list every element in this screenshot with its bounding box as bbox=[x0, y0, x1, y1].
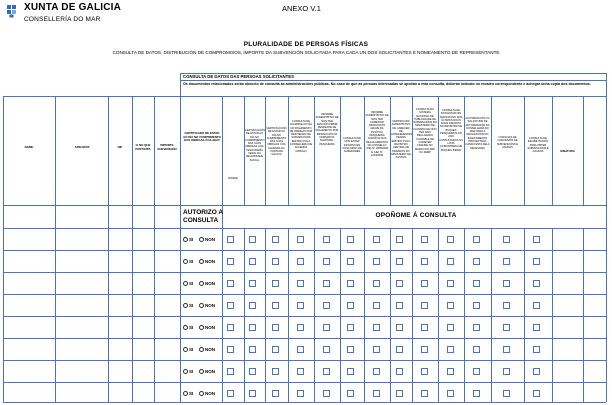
authorize-no-label: NON bbox=[205, 391, 215, 396]
oppose-checkbox-13[interactable] bbox=[533, 324, 540, 331]
authorize-yes-radio[interactable] bbox=[183, 369, 188, 374]
oppose-checkbox-10[interactable] bbox=[447, 324, 454, 331]
oppose-checkbox-10[interactable] bbox=[447, 346, 454, 353]
oppose-checkbox-8[interactable] bbox=[396, 368, 403, 375]
oppose-checkbox-4[interactable] bbox=[297, 236, 304, 243]
oppose-checkbox-3[interactable] bbox=[272, 324, 279, 331]
oppose-checkbox-1[interactable] bbox=[227, 236, 234, 243]
oppose-checkbox-4[interactable] bbox=[297, 368, 304, 375]
oppose-checkbox-5[interactable] bbox=[323, 302, 330, 309]
col-header-consult-1: DNI/NIE bbox=[228, 177, 238, 180]
oppose-checkbox-4[interactable] bbox=[297, 324, 304, 331]
page-title: PLURALIDADE DE PERSOAS FÍSICAS bbox=[243, 41, 369, 48]
oppose-checkbox-8[interactable] bbox=[396, 280, 403, 287]
authorize-yes-radio[interactable] bbox=[183, 347, 188, 352]
oppose-checkbox-11[interactable] bbox=[473, 302, 480, 309]
oppose-checkbox-9[interactable] bbox=[421, 346, 428, 353]
oppose-checkbox-5[interactable] bbox=[323, 236, 330, 243]
oppose-checkbox-8[interactable] bbox=[396, 258, 403, 265]
oppose-checkbox-7[interactable] bbox=[373, 324, 380, 331]
oppose-checkbox-8[interactable] bbox=[396, 390, 403, 397]
authorize-no-radio[interactable] bbox=[199, 369, 204, 374]
authorize-no-label: NON bbox=[205, 237, 215, 242]
oppose-checkbox-11[interactable] bbox=[473, 258, 480, 265]
oppose-checkbox-13[interactable] bbox=[533, 280, 540, 287]
col-header-consult-2: CERTIFICACIÓN DE ESTAR AO DÍA NO CUMPRIMENTO DAS SÚAS OBRIGAS COA TESOURARÍA XERAL DA SEGURIDADE SOCIAL bbox=[245, 129, 266, 162]
oppose-checkbox-10[interactable] bbox=[447, 258, 454, 265]
oppose-checkbox-3[interactable] bbox=[272, 368, 279, 375]
oppose-checkbox-4[interactable] bbox=[297, 346, 304, 353]
col-header-nif: NIF bbox=[117, 145, 123, 149]
oppose-checkbox-11[interactable] bbox=[473, 324, 480, 331]
oppose-checkbox-13[interactable] bbox=[533, 368, 540, 375]
authorize-no-radio[interactable] bbox=[199, 259, 204, 264]
oppose-checkbox-8[interactable] bbox=[396, 302, 403, 309]
authorize-yes-label: SI bbox=[189, 281, 194, 286]
authorize-no-label: NON bbox=[205, 259, 215, 264]
oppose-checkbox-13[interactable] bbox=[533, 390, 540, 397]
oppose-checkbox-4[interactable] bbox=[297, 390, 304, 397]
oppose-checkbox-12[interactable] bbox=[503, 346, 510, 353]
oppose-checkbox-1[interactable] bbox=[227, 324, 234, 331]
annex-label: ANEXO V.1 bbox=[282, 4, 321, 13]
authorize-yes-label: SI bbox=[189, 259, 194, 264]
oppose-checkbox-5[interactable] bbox=[323, 368, 330, 375]
col-header-consult-13: CONSULTA DE INHABILITACIÓN PARA OBTER SUBVENCIÓNS E AXUDAS bbox=[527, 137, 549, 154]
oppose-checkbox-12[interactable] bbox=[503, 258, 510, 265]
col-header-consult-8: CERTIFICADO ACREDITATIVO DE CARECER DE ANTECEDENTES PENAIS EMITIDO POLO REXISTRO CENTRAL DE PENADOS DO MINISTERIO DE XUSTIZA bbox=[391, 120, 413, 160]
oppose-checkbox-6[interactable] bbox=[347, 236, 354, 243]
oppose-checkbox-7[interactable] bbox=[373, 368, 380, 375]
consult-description: Os documentos relacionados serán obxecto de consulta ás administracións públicas. No caso de que as persoas interesadas se opoñan a esta consulta, deberán indicalo no recadro correspondente e achegar unha copia dos documentos. bbox=[183, 82, 591, 86]
oppose-checkbox-7[interactable] bbox=[373, 346, 380, 353]
col-header-consult-10: CONSULTA DE NON ESTAR NIN TER ESTADO NOS ÚLTIMOS DOUS ANOS INSCRITO NO REXISTRO DE BUQUES PESQUEIROS DO ANO CONSULTADOS NA LISTA COMUNITARIA DE BUQUES INDNR bbox=[439, 109, 463, 152]
oppose-checkbox-3[interactable] bbox=[272, 280, 279, 287]
authorize-no-radio[interactable] bbox=[199, 281, 204, 286]
oppose-checkbox-6[interactable] bbox=[347, 280, 354, 287]
col-header-consult-11: AUTORIZACIÓN OU SOLICITUDE DE AUTORIZACIÓN DA CONSELLERÍA DO MAR PARA A REALIZACIÓN DO INVESTIMENTO PROXECTADO CANDO ESTA DELA NECESARIA bbox=[465, 117, 490, 150]
oppose-checkbox-10[interactable] bbox=[447, 302, 454, 309]
authorize-yes-label: SI bbox=[189, 391, 194, 396]
oppose-checkbox-11[interactable] bbox=[473, 236, 480, 243]
org-department: CONSELLERÍA DO MAR bbox=[24, 16, 101, 23]
oppose-checkbox-6[interactable] bbox=[347, 258, 354, 265]
oppose-checkbox-7[interactable] bbox=[373, 236, 380, 243]
oppose-checkbox-6[interactable] bbox=[347, 368, 354, 375]
oppose-checkbox-1[interactable] bbox=[227, 368, 234, 375]
oppose-checkbox-9[interactable] bbox=[421, 302, 428, 309]
authorize-no-radio[interactable] bbox=[199, 237, 204, 242]
oppose-checkbox-2[interactable] bbox=[249, 324, 256, 331]
col-header-consult-14: SINATURA bbox=[560, 149, 575, 153]
oppose-checkbox-1[interactable] bbox=[227, 258, 234, 265]
org-name: XUNTA DE GALICIA bbox=[24, 2, 122, 13]
oppose-checkbox-1[interactable] bbox=[227, 390, 234, 397]
oppose-checkbox-11[interactable] bbox=[473, 280, 480, 287]
oppose-checkbox-5[interactable] bbox=[323, 324, 330, 331]
authorize-yes-label: SI bbox=[189, 237, 194, 242]
oppose-checkbox-1[interactable] bbox=[227, 280, 234, 287]
authorize-no-radio[interactable] bbox=[199, 325, 204, 330]
oppose-checkbox-3[interactable] bbox=[272, 258, 279, 265]
authorize-yes-radio[interactable] bbox=[183, 281, 188, 286]
authorize-yes-radio[interactable] bbox=[183, 391, 188, 396]
authorize-yes-label: SI bbox=[189, 369, 194, 374]
oppose-checkbox-9[interactable] bbox=[421, 390, 428, 397]
authorize-no-label: NON bbox=[205, 303, 215, 308]
oppose-checkbox-9[interactable] bbox=[421, 324, 428, 331]
authorize-yes-radio[interactable] bbox=[183, 259, 188, 264]
oppose-checkbox-6[interactable] bbox=[347, 346, 354, 353]
oppose-checkbox-5[interactable] bbox=[323, 258, 330, 265]
oppose-checkbox-7[interactable] bbox=[373, 280, 380, 287]
authorize-yes-radio[interactable] bbox=[183, 237, 188, 242]
oppose-checkbox-3[interactable] bbox=[272, 346, 279, 353]
col-header-consult-5: INFORME ACREDITATIVO DE NON TER SANCIÓN FIRME PENDENTE DE PAGAMENTO POR INFRACCIÓN DA NORMATIVA MARÍTIMO-PESQUEIRA bbox=[315, 113, 339, 146]
oppose-checkbox-9[interactable] bbox=[421, 258, 428, 265]
oppose-checkbox-9[interactable] bbox=[421, 280, 428, 287]
authorize-no-label: NON bbox=[205, 347, 215, 352]
oppose-checkbox-9[interactable] bbox=[421, 368, 428, 375]
xunta-logo-icon bbox=[6, 4, 20, 18]
authorize-yes-radio[interactable] bbox=[183, 325, 188, 330]
oppose-checkbox-4[interactable] bbox=[297, 280, 304, 287]
col-header-consult-12: CONSULTA DE CONCESIÓN DE SUBVENCIÓNS E AXUDAS bbox=[496, 136, 519, 149]
oppose-checkbox-6[interactable] bbox=[347, 390, 354, 397]
oppose-checkbox-3[interactable] bbox=[272, 302, 279, 309]
oppose-checkbox-5[interactable] bbox=[323, 390, 330, 397]
authorize-yes-label: SI bbox=[189, 325, 194, 330]
oppose-checkbox-12[interactable] bbox=[503, 236, 510, 243]
oppose-checkbox-3[interactable] bbox=[272, 390, 279, 397]
authorize-yes-label: SI bbox=[189, 303, 194, 308]
oppose-checkbox-13[interactable] bbox=[533, 346, 540, 353]
oppose-checkbox-4[interactable] bbox=[297, 302, 304, 309]
oppose-checkbox-5[interactable] bbox=[323, 280, 330, 287]
oppose-checkbox-6[interactable] bbox=[347, 324, 354, 331]
oppose-checkbox-2[interactable] bbox=[249, 258, 256, 265]
oppose-checkbox-7[interactable] bbox=[373, 302, 380, 309]
authorize-yes-radio[interactable] bbox=[183, 303, 188, 308]
oppose-checkbox-12[interactable] bbox=[503, 324, 510, 331]
oppose-checkbox-13[interactable] bbox=[533, 236, 540, 243]
oppose-checkbox-2[interactable] bbox=[249, 390, 256, 397]
col-header-consult-9: CONSULTA DO SISTEMA NACIONAL DE PUBLICIDADE DE SUBVENCIÓNS DO MINISTERIO DE FACENDA DE NON TER SIDO DECLARADO CULPABLE DE COMETER FRAUDE NO MARCO DO FEP OU FEMP bbox=[413, 108, 437, 154]
oppose-checkbox-6[interactable] bbox=[347, 302, 354, 309]
authorize-consult-label: AUTORIZO A CONSULTA bbox=[183, 209, 223, 224]
consult-heading: CONSULTA DE DATOS DAS PERSOAS SOLICITANTES bbox=[183, 74, 294, 79]
authorize-no-label: NON bbox=[205, 325, 215, 330]
oppose-checkbox-1[interactable] bbox=[227, 302, 234, 309]
oppose-checkbox-10[interactable] bbox=[447, 236, 454, 243]
oppose-checkbox-5[interactable] bbox=[323, 346, 330, 353]
oppose-checkbox-12[interactable] bbox=[503, 302, 510, 309]
oppose-checkbox-13[interactable] bbox=[533, 258, 540, 265]
oppose-checkbox-13[interactable] bbox=[533, 302, 540, 309]
oppose-checkbox-10[interactable] bbox=[447, 368, 454, 375]
oppose-checkbox-8[interactable] bbox=[396, 324, 403, 331]
col-header-surnames: APELIDOS bbox=[74, 145, 90, 149]
authorize-no-radio[interactable] bbox=[199, 303, 204, 308]
oppose-checkbox-3[interactable] bbox=[272, 236, 279, 243]
col-header-aeat: CERTIFICADO DE ESTAR AO DÍA NO CUMPRIMENTO DAS OBRIGAS COA AEAT bbox=[183, 131, 221, 143]
oppose-checkbox-10[interactable] bbox=[447, 280, 454, 287]
oppose-checkbox-8[interactable] bbox=[396, 346, 403, 353]
col-header-consult-3: CERTIFICACIÓN DE ESTAR AO DÍA NO CUMPRIMENTO DAS SÚAS OBRIGAS COA FACENDA DA XUNTA DE GALICIA bbox=[266, 127, 287, 157]
col-header-name: NOME bbox=[24, 145, 34, 149]
authorize-no-label: NON bbox=[205, 281, 215, 286]
oppose-checkbox-2[interactable] bbox=[249, 302, 256, 309]
oppose-checkbox-11[interactable] bbox=[473, 390, 480, 397]
authorize-no-radio[interactable] bbox=[199, 391, 204, 396]
oppose-checkbox-10[interactable] bbox=[447, 390, 454, 397]
col-header-amount: IMPORTE SUBVENCIÓN bbox=[157, 143, 177, 151]
oppose-checkbox-7[interactable] bbox=[373, 258, 380, 265]
oppose-checkbox-11[interactable] bbox=[473, 368, 480, 375]
oppose-checkbox-12[interactable] bbox=[503, 390, 510, 397]
oppose-checkbox-2[interactable] bbox=[249, 368, 256, 375]
col-header-percent: % NO QUE PARTICIPA bbox=[135, 143, 151, 151]
col-header-consult-7: INFORME ACREDITATIVO DE NON TER COMETIDO INFRACCIÓN GRAVE DA POLÍTICA PESQUEIRA COMÚN E DOS REGULAMENTOS DO CONSELLO (CE) Nº 1005/2008 E (UE) Nº 1224/2009 bbox=[365, 111, 389, 157]
oppose-checkbox-2[interactable] bbox=[249, 346, 256, 353]
oppose-checkbox-2[interactable] bbox=[249, 280, 256, 287]
oppose-checkbox-2[interactable] bbox=[249, 236, 256, 243]
oppose-checkbox-8[interactable] bbox=[396, 236, 403, 243]
col-header-consult-4: CONSULTA DE ACHARSE AO DÍA NO PAGAMENTO DE OBRIGAS POR REINTEGRO DE SUBVENCIÓNS EMITIDO POLA CONSELLERÍA DE FACENDA (ATRIGA) bbox=[289, 120, 313, 153]
oppose-checkbox-4[interactable] bbox=[297, 258, 304, 265]
authorize-no-radio[interactable] bbox=[199, 347, 204, 352]
authorize-yes-label: SI bbox=[189, 347, 194, 352]
oppose-checkbox-12[interactable] bbox=[503, 280, 510, 287]
oppose-checkbox-9[interactable] bbox=[421, 236, 428, 243]
oppose-consult-label: OPOÑOME Á CONSULTA bbox=[375, 212, 457, 219]
authorize-no-label: NON bbox=[205, 369, 215, 374]
oppose-checkbox-11[interactable] bbox=[473, 346, 480, 353]
oppose-checkbox-7[interactable] bbox=[373, 390, 380, 397]
oppose-checkbox-12[interactable] bbox=[503, 368, 510, 375]
col-header-consult-6: CONSULTA DE NON ESTAR INCURSO EN CONCURSO DE ACREDORES bbox=[342, 137, 362, 154]
page-subtitle: CONSULTA DE DATOS, DISTRIBUCIÓN DE COMPROMISOS, IMPORTE DA SUBVENCIÓN SOLICITADA PARA CADA UN DOS SOLICITANTES E NOMEAMENTO DE REPRESENTANTE bbox=[112, 50, 500, 55]
oppose-checkbox-1[interactable] bbox=[227, 346, 234, 353]
